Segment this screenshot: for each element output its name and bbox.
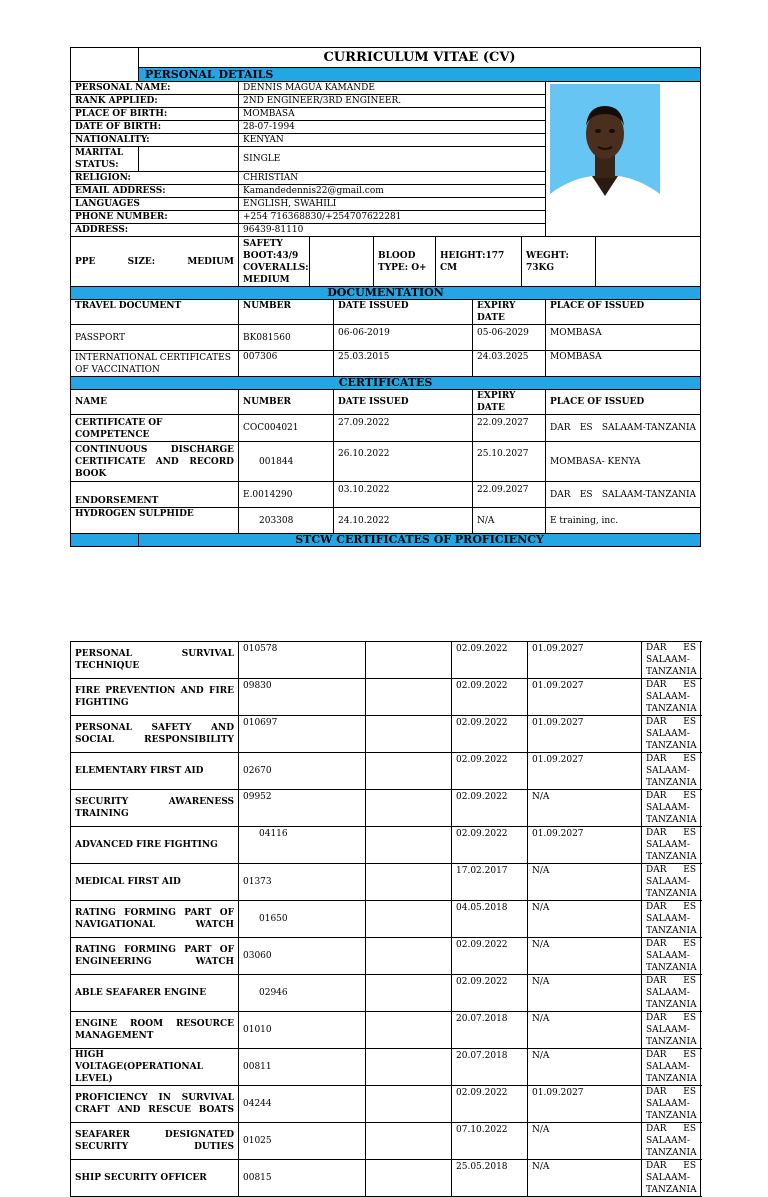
value-marital-status: SINGLE <box>239 147 546 172</box>
stcw-number: 09830 <box>239 679 366 716</box>
doc-passport-expiry: 05-06-2029 <box>473 325 546 351</box>
value-date-of-birth: 28-07-1994 <box>239 121 546 134</box>
stcw-date-issued: 02.09.2022 <box>452 827 528 864</box>
cert-header-number: NUMBER <box>239 390 334 415</box>
stcw-empty <box>366 975 452 1012</box>
value-phone-number: +254 716368830/+254707622281 <box>239 211 546 224</box>
stcw-expiry: N/A <box>528 975 642 1012</box>
value-address: 96439-81110 <box>239 224 546 237</box>
stcw-empty <box>366 716 452 753</box>
stcw-row <box>71 938 701 975</box>
stcw-row <box>71 1049 701 1086</box>
stcw-number: 03060 <box>239 938 366 975</box>
stcw-row <box>71 975 701 1012</box>
cert-coc-place: DAR ES SALAAM-TANZANIA <box>546 415 701 442</box>
stcw-date-issued: 20.07.2018 <box>452 1012 528 1049</box>
stcw-name: SEAFARER DESIGNATED SECURITY DUTIES <box>71 1123 239 1160</box>
stcw-place: DAR ES SALAAM-TANZANIA <box>642 827 701 864</box>
stcw-empty <box>366 938 452 975</box>
doc-vaccination-date: 25.03.2015 <box>334 351 473 377</box>
profile-photo <box>550 84 660 220</box>
stcw-empty <box>366 827 452 864</box>
cert-header-place: PLACE OF ISSUED <box>546 390 701 415</box>
stcw-empty <box>366 1049 452 1086</box>
cert-cdc-number: 001844 <box>239 442 334 482</box>
stcw-place: DAR ES SALAAM-TANZANIA <box>642 864 701 901</box>
section-personal-details: PERSONAL DETAILS <box>139 68 701 82</box>
value-place-of-birth: MOMBASA <box>239 108 546 121</box>
stcw-name: ADVANCED FIRE FIGHTING <box>71 827 239 864</box>
stcw-name: ABLE SEAFARER ENGINE <box>71 975 239 1012</box>
stcw-date-issued: 02.09.2022 <box>452 790 528 827</box>
stcw-name: SHIP SECURITY OFFICER <box>71 1160 239 1197</box>
stcw-expiry: 01.09.2027 <box>528 753 642 790</box>
cert-cdc-date: 26.10.2022 <box>334 442 473 482</box>
stcw-name: PERSONAL SAFETY AND SOCIAL RESPONSIBILITY <box>71 716 239 753</box>
stcw-expiry: 01.09.2027 <box>528 1086 642 1123</box>
stcw-empty <box>366 1123 452 1160</box>
stcw-date-issued: 07.10.2022 <box>452 1123 528 1160</box>
stcw-date-issued: 02.09.2022 <box>452 642 528 679</box>
stcw-name: RATING FORMING PART OF ENGINEERING WATCH <box>71 938 239 975</box>
stcw-expiry: N/A <box>528 901 642 938</box>
stcw-date-issued: 02.09.2022 <box>452 753 528 790</box>
stcw-row <box>71 716 701 753</box>
section-documentation: DOCUMENTATION <box>71 287 701 300</box>
stcw-empty <box>366 1160 452 1197</box>
stcw-place: DAR ES SALAAM-TANZANIA <box>642 1086 701 1123</box>
stcw-expiry: N/A <box>528 938 642 975</box>
stcw-expiry: N/A <box>528 864 642 901</box>
stcw-number: 01373 <box>239 864 366 901</box>
stcw-empty <box>366 1012 452 1049</box>
doc-vaccination-place: MOMBASA <box>546 351 701 377</box>
stcw-date-issued: 02.09.2022 <box>452 1086 528 1123</box>
stcw-place: DAR ES SALAAM-TANZANIA <box>642 679 701 716</box>
cert-cdc-place: MOMBASA- KENYA <box>546 442 701 482</box>
stcw-expiry: N/A <box>528 1123 642 1160</box>
stcw-empty <box>366 790 452 827</box>
stcw-name: PROFICIENCY IN SURVIVAL CRAFT AND RESCUE BOATS <box>71 1086 239 1123</box>
cert-endorsement-date: 03.10.2022 <box>334 482 473 508</box>
stcw-empty <box>366 1086 452 1123</box>
stcw-empty <box>366 679 452 716</box>
section-certificates: CERTIFICATES <box>71 377 701 390</box>
cert-cdc-expiry: 25.10.2027 <box>473 442 546 482</box>
stcw-date-issued: 02.09.2022 <box>452 679 528 716</box>
value-languages: ENGLISH, SWAHILI <box>239 198 546 211</box>
stcw-number: 09952 <box>239 790 366 827</box>
stcw-place: DAR ES SALAAM-TANZANIA <box>642 716 701 753</box>
label-date-of-birth: DATE OF BIRTH: <box>71 121 239 134</box>
label-personal-name: PERSONAL NAME: <box>71 82 239 95</box>
stcw-name: ENGINE ROOM RESOURCE MANAGEMENT <box>71 1012 239 1049</box>
stcw-number: 01025 <box>239 1123 366 1160</box>
cert-coc-name: CERTIFICATE OF COMPETENCE <box>71 415 239 442</box>
stcw-row <box>71 901 701 938</box>
label-rank-applied: RANK APPLIED: <box>71 95 239 108</box>
stcw-empty <box>366 864 452 901</box>
cert-endorsement-name: ENDORSEMENT <box>71 482 239 508</box>
stcw-row <box>71 1123 701 1160</box>
stcw-place: DAR ES SALAAM-TANZANIA <box>642 790 701 827</box>
doc-passport-name: PASSPORT <box>71 325 239 351</box>
cert-h2s-expiry: N/A <box>473 508 546 534</box>
stcw-place: DAR ES SALAAM-TANZANIA <box>642 753 701 790</box>
stcw-number: 01010 <box>239 1012 366 1049</box>
stcw-number: 04116 <box>239 827 366 864</box>
stcw-empty <box>366 753 452 790</box>
doc-vaccination-name: INTERNATIONAL CERTIFICATES OF VACCINATION <box>71 351 239 377</box>
blood-type: BLOOD TYPE: O+ <box>374 237 436 287</box>
stcw-place: DAR ES SALAAM-TANZANIA <box>642 1123 701 1160</box>
doc-passport-number: BK081560 <box>239 325 334 351</box>
cert-header-name: NAME <box>71 390 239 415</box>
ppe-empty-1 <box>310 237 374 287</box>
stcw-place: DAR ES SALAAM-TANZANIA <box>642 975 701 1012</box>
stcw-row <box>71 1160 701 1197</box>
doc-passport-place: MOMBASA <box>546 325 701 351</box>
title-left-cell <box>71 48 139 68</box>
value-rank-applied: 2ND ENGINEER/3RD ENGINEER. <box>239 95 546 108</box>
stcw-name: RATING FORMING PART OF NAVIGATIONAL WATCH <box>71 901 239 938</box>
label-marital-status: MARITAL STATUS: <box>71 147 139 172</box>
stcw-expiry: N/A <box>528 790 642 827</box>
stcw-expiry: N/A <box>528 1160 642 1197</box>
label-nationality: NATIONALITY: <box>71 134 239 147</box>
stcw-row <box>71 790 701 827</box>
height: HEIGHT:177 CM <box>436 237 522 287</box>
stcw-number: 02670 <box>239 753 366 790</box>
doc-passport-date: 06-06-2019 <box>334 325 473 351</box>
stcw-place: DAR ES SALAAM-TANZANIA <box>642 642 701 679</box>
stcw-table <box>70 641 701 1197</box>
stcw-number: 010697 <box>239 716 366 753</box>
photo-cell <box>546 82 701 237</box>
cert-coc-date: 27.09.2022 <box>334 415 473 442</box>
weight: WEGHT: 73KG <box>522 237 596 287</box>
stcw-row <box>71 753 701 790</box>
cert-coc-expiry: 22.09.2027 <box>473 415 546 442</box>
label-languages: LANGUAGES <box>71 198 239 211</box>
value-religion: CHRISTIAN <box>239 172 546 185</box>
stcw-place: DAR ES SALAAM-TANZANIA <box>642 1160 701 1197</box>
stcw-expiry: N/A <box>528 1012 642 1049</box>
doc-vaccination-expiry: 24.03.2025 <box>473 351 546 377</box>
stcw-expiry: N/A <box>528 1049 642 1086</box>
label-email-address: EMAIL ADDRESS: <box>71 185 239 198</box>
label-place-of-birth: PLACE OF BIRTH: <box>71 108 239 121</box>
stcw-name: PERSONAL SURVIVAL TECHNIQUE <box>71 642 239 679</box>
stcw-left-cell <box>71 534 139 547</box>
stcw-name: MEDICAL FIRST AID <box>71 864 239 901</box>
stcw-number: 00811 <box>239 1049 366 1086</box>
stcw-name: ELEMENTARY FIRST AID <box>71 753 239 790</box>
stcw-number: 00815 <box>239 1160 366 1197</box>
stcw-date-issued: 02.09.2022 <box>452 975 528 1012</box>
value-email-address: Kamandedennis22@gmail.com <box>239 185 546 198</box>
section-left-cell <box>71 68 139 82</box>
stcw-place: DAR ES SALAAM-TANZANIA <box>642 1012 701 1049</box>
stcw-expiry: 01.09.2027 <box>528 716 642 753</box>
stcw-row <box>71 1086 701 1123</box>
marital-status-spacer <box>139 147 239 172</box>
cv-page-1 <box>70 47 701 547</box>
doc-header-expiry: EXPIRY DATE <box>473 300 546 325</box>
label-religion: RELIGION: <box>71 172 239 185</box>
stcw-empty <box>366 642 452 679</box>
stcw-date-issued: 02.09.2022 <box>452 938 528 975</box>
stcw-date-issued: 04.05.2018 <box>452 901 528 938</box>
doc-header-place: PLACE OF ISSUED <box>546 300 701 325</box>
cert-h2s-number: 203308 <box>239 508 334 534</box>
stcw-row <box>71 827 701 864</box>
cv-title: CURRICULUM VITAE (CV) <box>139 48 701 68</box>
label-address: ADDRESS: <box>71 224 239 237</box>
stcw-row <box>71 679 701 716</box>
stcw-name: SECURITY AWARENESS TRAINING <box>71 790 239 827</box>
stcw-row <box>71 642 701 679</box>
cert-endorsement-expiry: 22.09.2027 <box>473 482 546 508</box>
value-personal-name: DENNIS MAGUA KAMANDE <box>239 82 546 95</box>
stcw-date-issued: 17.02.2017 <box>452 864 528 901</box>
doc-header-number: NUMBER <box>239 300 334 325</box>
stcw-expiry: 01.09.2027 <box>528 827 642 864</box>
cert-header-expiry: EXPIRY DATE <box>473 390 546 415</box>
cert-endorsement-place: DAR ES SALAAM-TANZANIA <box>546 482 701 508</box>
section-stcw: STCW CERTIFICATES OF PROFICIENCY <box>139 534 701 547</box>
stcw-date-issued: 25.05.2018 <box>452 1160 528 1197</box>
cert-coc-number: COC004021 <box>239 415 334 442</box>
value-nationality: KENYAN <box>239 134 546 147</box>
stcw-place: DAR ES SALAAM-TANZANIA <box>642 1049 701 1086</box>
stcw-date-issued: 20.07.2018 <box>452 1049 528 1086</box>
cert-h2s-name: HYDROGEN SULPHIDE <box>71 508 239 534</box>
cert-endorsement-number: E.0014290 <box>239 482 334 508</box>
stcw-number: 02946 <box>239 975 366 1012</box>
doc-header-document: TRAVEL DOCUMENT <box>71 300 239 325</box>
ppe-empty-2 <box>596 237 701 287</box>
stcw-row <box>71 864 701 901</box>
label-phone-number: PHONE NUMBER: <box>71 211 239 224</box>
stcw-name: HIGH VOLTAGE(OPERATIONAL LEVEL) <box>71 1049 239 1086</box>
ppe-size: PPE SIZE: MEDIUM <box>71 237 239 287</box>
stcw-expiry: 01.09.2027 <box>528 679 642 716</box>
safety-boot-coveralls: SAFETY BOOT:43/9 COVERALLS: MEDIUM <box>239 237 310 287</box>
stcw-number: 01650 <box>239 901 366 938</box>
doc-vaccination-number: 007306 <box>239 351 334 377</box>
doc-header-date-issued: DATE ISSUED <box>334 300 473 325</box>
stcw-number: 04244 <box>239 1086 366 1123</box>
cert-h2s-date: 24.10.2022 <box>334 508 473 534</box>
stcw-expiry: 01.09.2027 <box>528 642 642 679</box>
stcw-number: 010578 <box>239 642 366 679</box>
stcw-place: DAR ES SALAAM-TANZANIA <box>642 938 701 975</box>
cert-cdc-name: CONTINUOUS DISCHARGE CERTIFICATE AND RECORD BOOK <box>71 442 239 482</box>
stcw-row <box>71 1012 701 1049</box>
cert-header-date-issued: DATE ISSUED <box>334 390 473 415</box>
stcw-date-issued: 02.09.2022 <box>452 716 528 753</box>
stcw-name: FIRE PREVENTION AND FIRE FIGHTING <box>71 679 239 716</box>
cert-h2s-place: E training, inc. <box>546 508 701 534</box>
stcw-place: DAR ES SALAAM-TANZANIA <box>642 901 701 938</box>
stcw-empty <box>366 901 452 938</box>
